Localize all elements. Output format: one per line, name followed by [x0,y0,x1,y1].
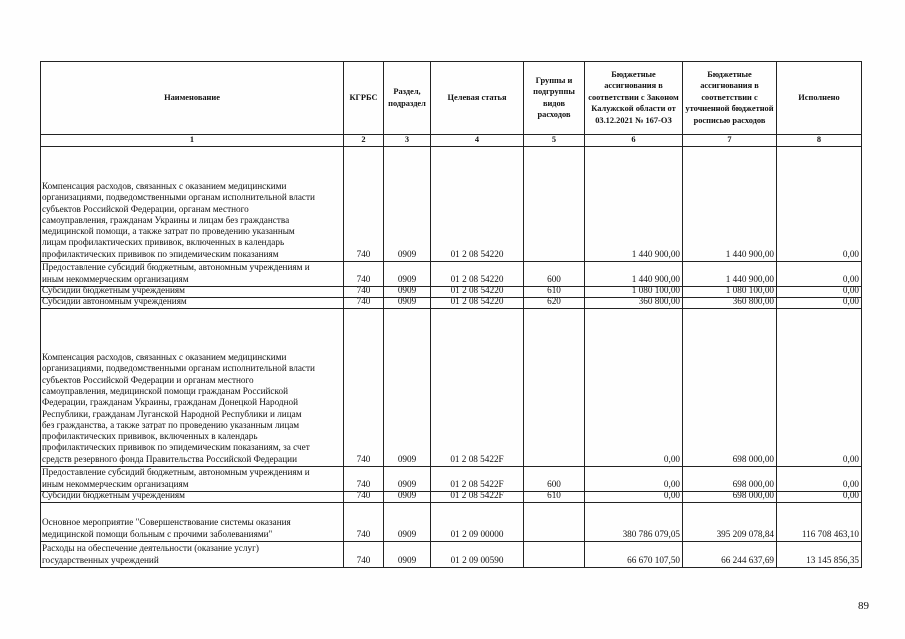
header-expense-group: Группы и подгруппы видов расходов [524,62,585,135]
cell-target-article: 01 2 08 54220 [431,147,524,262]
column-number: 8 [777,135,862,147]
cell-name-text: Предоставление субсидий бюджетным, автономным учреждениям и иным некоммерческим организациям [42,467,310,489]
cell-kgrbs: 740 [344,287,384,298]
cell-expense-group [524,147,585,262]
cell-law-allocation: 66 670 107,50 [585,542,683,568]
cell-section: 0909 [384,262,431,287]
cell-target-article: 01 2 09 00000 [431,503,524,542]
cell-target-article: 01 2 08 5422F [431,309,524,467]
cell-name [41,542,344,568]
cell-executed: 0,00 [777,287,862,298]
cell-name-text: Субсидии бюджетным учреждениям [42,492,185,500]
cell-law-allocation: 360 800,00 [585,298,683,309]
cell-executed: 0,00 [777,492,862,503]
cell-kgrbs: 740 [344,467,384,492]
cell-executed: 0,00 [777,309,862,467]
cell-section: 0909 [384,542,431,568]
cell-name [41,503,344,542]
header-revised-allocations: Бюджетные ассигнования в соответствии с уточненной бюджетной росписью расходов [683,62,777,135]
header-executed: Исполнено [777,62,862,135]
header-kgrbs: КГРБС [344,62,384,135]
cell-target-article: 01 2 09 00590 [431,542,524,568]
cell-law-allocation: 0,00 [585,492,683,503]
cell-target-article: 01 2 08 54220 [431,287,524,298]
cell-name [41,492,344,503]
cell-revised-allocation: 360 800,00 [683,298,777,309]
cell-revised-allocation: 1 440 900,00 [683,147,777,262]
column-number: 3 [384,135,431,147]
cell-section: 0909 [384,503,431,542]
cell-name-text: Субсидии автономным учреждениям [42,298,187,306]
cell-name [41,262,344,287]
cell-law-allocation: 380 786 079,05 [585,503,683,542]
cell-law-allocation: 1 440 900,00 [585,147,683,262]
cell-kgrbs: 740 [344,262,384,287]
header-target-article: Целевая статья [431,62,524,135]
cell-law-allocation: 1 080 100,00 [585,287,683,298]
header-section: Раздел, подраздел [384,62,431,135]
cell-section: 0909 [384,147,431,262]
cell-revised-allocation: 698 000,00 [683,309,777,467]
cell-executed: 13 145 856,35 [777,542,862,568]
column-number: 5 [524,135,585,147]
header-law-allocations: Бюджетные ассигнования в соответствии с Законом Калужской области от 03.12.2021 № 167-ОЗ [585,62,683,135]
cell-name-text: Основное мероприятие "Совершенствование системы оказания медицинской помощи больным с прочими заболеваниями" [42,517,291,539]
cell-executed: 0,00 [777,467,862,492]
cell-name-text: Предоставление субсидий бюджетным, автономным учреждениям и иным некоммерческим организациям [42,262,310,284]
cell-target-article: 01 2 08 54220 [431,298,524,309]
cell-name [41,309,344,467]
cell-name [41,298,344,309]
column-number: 4 [431,135,524,147]
column-number: 1 [41,135,344,147]
cell-name-text: Компенсация расходов, связанных с оказанием медицинскими организациями, подведомственными органам исполнительной власти субъектов Российской Федерации, органам местного самоуправления, гражданам Украины и лицам без гражданства медицинской помощи, а также затрат по проведению указанным лицам профилактических прививок, включенных в календарь профилактических прививок по эпидемическим показаниям [42,180,315,259]
cell-kgrbs: 740 [344,542,384,568]
cell-expense-group [524,542,585,568]
header-name: Наименование [41,62,344,135]
cell-revised-allocation: 1 080 100,00 [683,287,777,298]
cell-revised-allocation: 1 440 900,00 [683,262,777,287]
cell-name [41,147,344,262]
cell-section: 0909 [384,309,431,467]
cell-kgrbs: 740 [344,309,384,467]
cell-name [41,467,344,492]
cell-kgrbs: 740 [344,492,384,503]
cell-revised-allocation: 698 000,00 [683,467,777,492]
cell-name-text: Расходы на обеспечение деятельности (оказание услуг) государственных учреждений [42,543,259,565]
cell-kgrbs: 740 [344,147,384,262]
cell-revised-allocation: 395 209 078,84 [683,503,777,542]
column-number: 2 [344,135,384,147]
cell-name-text: Субсидии бюджетным учреждениям [42,287,185,295]
cell-expense-group [524,503,585,542]
cell-section: 0909 [384,287,431,298]
cell-name-text: Компенсация расходов, связанных с оказанием медицинскими организациями, подведомственными органам исполнительной власти субъектов Российской Федерации и органам местного самоуправления, медицинской помощи гражданам Российской Федерации, гражданам Украины, гражданам Донецкой Народной Республики, гражданам Луганской Народной Республики и лицам без гражданства, а также затрат по проведению указанным лицам профилактических прививок, включенных в календарь профилактических прививок по эпидемическим показаниям, за счет средств резервного фонда Правительства Российской Федерации [42,352,315,464]
cell-law-allocation: 0,00 [585,467,683,492]
cell-expense-group: 600 [524,262,585,287]
column-number: 6 [585,135,683,147]
cell-expense-group: 610 [524,287,585,298]
cell-kgrbs: 740 [344,503,384,542]
cell-section: 0909 [384,298,431,309]
cell-section: 0909 [384,492,431,503]
cell-law-allocation: 0,00 [585,309,683,467]
cell-revised-allocation: 66 244 637,69 [683,542,777,568]
page-number: 89 [858,600,869,612]
budget-execution-table [40,61,862,568]
cell-law-allocation: 1 440 900,00 [585,262,683,287]
column-number: 7 [683,135,777,147]
cell-section: 0909 [384,467,431,492]
cell-executed: 116 708 463,10 [777,503,862,542]
cell-executed: 0,00 [777,262,862,287]
cell-expense-group: 600 [524,467,585,492]
cell-expense-group: 620 [524,298,585,309]
cell-target-article: 01 2 08 5422F [431,467,524,492]
cell-revised-allocation: 698 000,00 [683,492,777,503]
cell-target-article: 01 2 08 54220 [431,262,524,287]
cell-expense-group [524,309,585,467]
cell-expense-group: 610 [524,492,585,503]
cell-executed: 0,00 [777,147,862,262]
cell-target-article: 01 2 08 5422F [431,492,524,503]
cell-kgrbs: 740 [344,298,384,309]
cell-name [41,287,344,298]
cell-executed: 0,00 [777,298,862,309]
